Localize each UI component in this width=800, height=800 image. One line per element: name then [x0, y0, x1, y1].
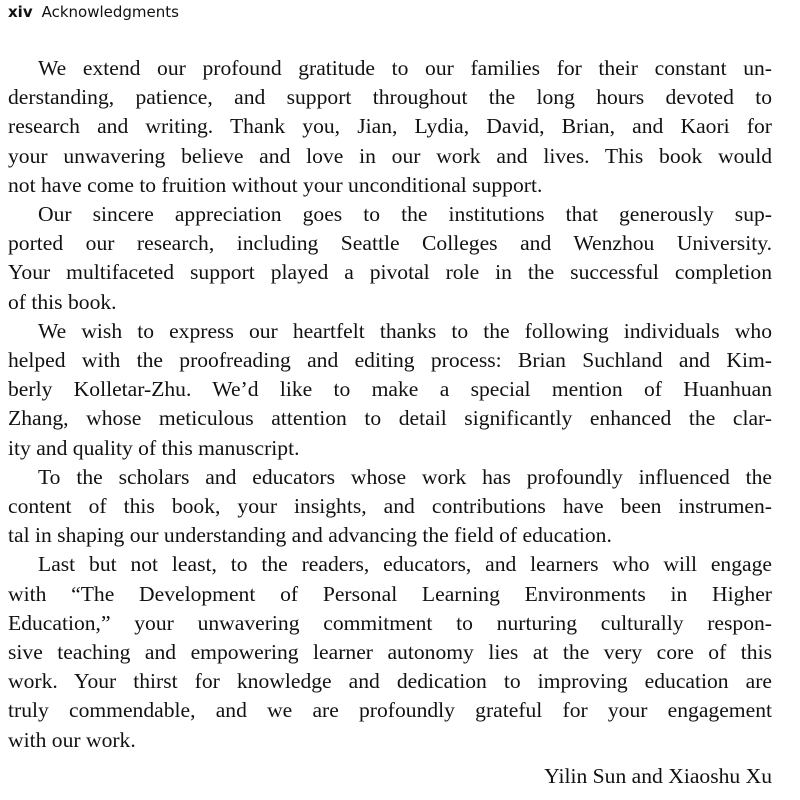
paragraph: [8, 463, 772, 551]
paragraph: [8, 550, 772, 754]
text-line: We extend our profound gratitude to our families for their constant un-: [38, 56, 772, 80]
text-line: research and writing. Thank you, Jian, Lydia, David, Brian, and Kaori for: [8, 114, 772, 139]
text-line: berly Kolletar-Zhu. We’d like to make a special mention of Huanhuan: [8, 377, 772, 402]
paragraph: [8, 200, 772, 317]
text-line: Our sincere appreciation goes to the institutions that generously sup-: [38, 202, 772, 227]
text-line: tal in shaping our understanding and advancing the field of education.: [8, 523, 612, 548]
section-title: Acknowledgments: [41, 3, 179, 21]
text-line: Last but not least, to the readers, educators, and learners who will engage: [38, 552, 772, 577]
text-line: derstanding, patience, and support throughout the long hours devoted to: [8, 85, 772, 110]
text-line: Your multifaceted support played a pivotal role in the successful completion: [8, 260, 772, 285]
acknowledgments-body: [8, 54, 772, 755]
text-line: of this book.: [8, 289, 117, 314]
text-line: content of this book, your insights, and contributions have been instrumen-: [8, 494, 772, 519]
text-line: To the scholars and educators whose work has profoundly influenced the: [38, 464, 772, 489]
text-line: Zhang, whose meticulous attention to detail significantly enhanced the clar-: [8, 406, 772, 431]
text-line: Education,” your unwavering commitment to nurturing culturally respon-: [8, 610, 772, 635]
text-line: not have come to fruition without your unconditional support.: [8, 172, 543, 197]
paragraph: [8, 54, 772, 200]
author-signature: Yilin Sun and Xiaoshu Xu: [544, 764, 772, 788]
text-line: ity and quality of this manuscript.: [8, 435, 300, 460]
running-head: [8, 2, 179, 22]
text-line: We wish to express our heartfelt thanks to the following individuals who: [38, 318, 772, 343]
text-line: your unwavering believe and love in our work and lives. This book would: [8, 143, 772, 168]
text-line: work. Your thirst for knowledge and dedication to improving education are: [8, 669, 772, 694]
paragraph: [8, 317, 772, 463]
text-line: sive teaching and empowering learner autonomy lies at the very core of this: [8, 640, 772, 665]
text-line: ported our research, including Seattle Colleges and Wenzhou University.: [8, 231, 772, 256]
page-number: xiv: [8, 3, 33, 21]
text-line: with “The Development of Personal Learning Environments in Higher: [8, 581, 772, 606]
text-line: with our work.: [8, 727, 136, 752]
text-line: helped with the proofreading and editing process: Brian Suchland and Kim-: [8, 348, 772, 373]
text-line: truly commendable, and we are profoundly grateful for your engagement: [8, 698, 772, 723]
